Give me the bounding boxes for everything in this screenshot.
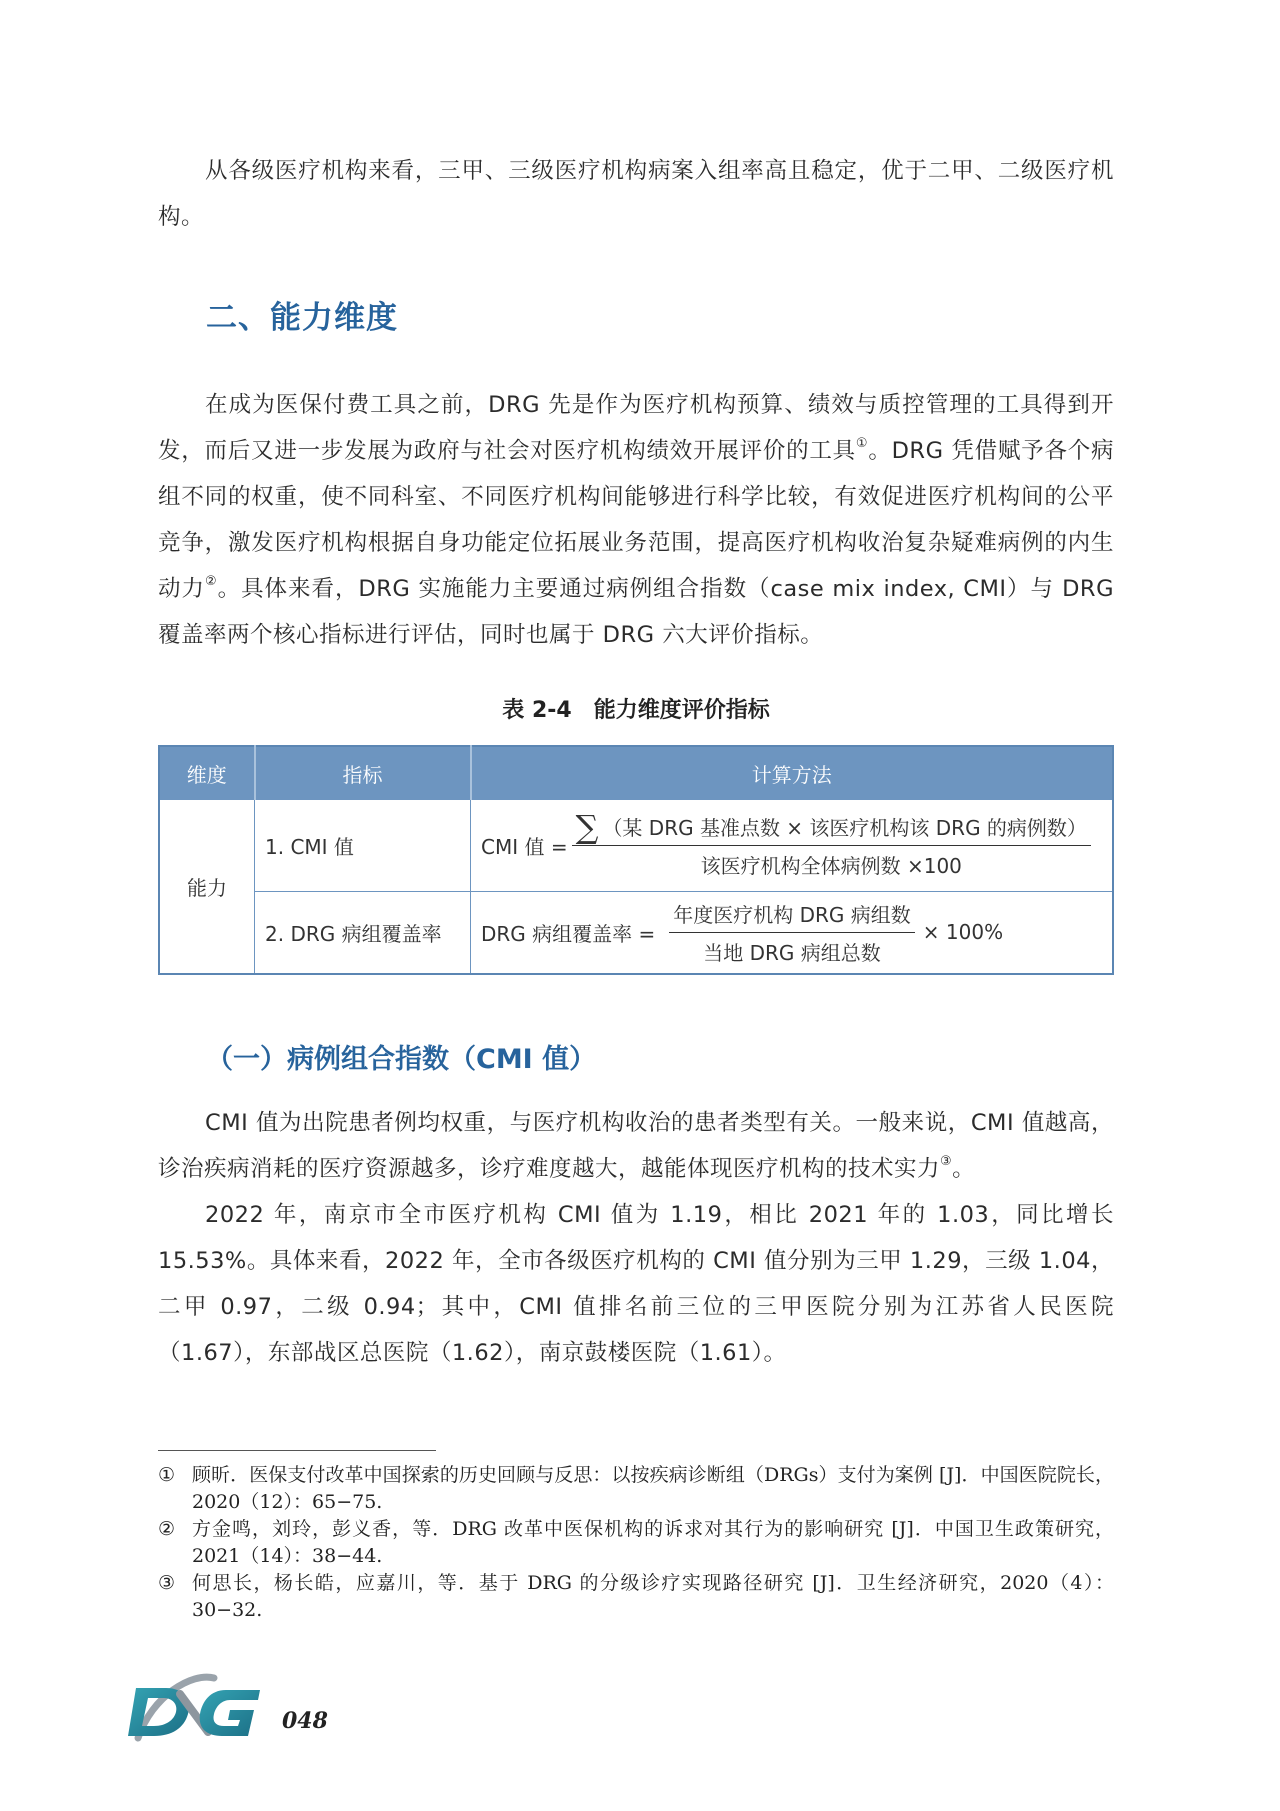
cmi-formula [481, 807, 1102, 879]
formula-fraction [669, 899, 915, 966]
cmi-paragraph [158, 1100, 1114, 1192]
page [158, 0, 1114, 1811]
formula-suffix: × 100% [922, 920, 1004, 945]
formula-numerator [572, 807, 1091, 846]
table-row [159, 892, 1113, 974]
section-title: 二、能力维度 [206, 300, 398, 336]
header-indicator: 指标 [255, 746, 471, 800]
footnote-divider [158, 1450, 436, 1451]
footnote-mark: ② [158, 1518, 176, 1540]
footnote-ref-2[interactable]: ② [204, 573, 218, 589]
formula-cell [471, 800, 1114, 892]
cmi-text-1: CMI 值为出院患者例均权重，与医疗机构收治的患者类型有关。一般来说，CMI 值越高，诊治疾病消耗的医疗资源越多，诊疗难度越大，越能体现医疗机构的技术实力 [158, 1110, 1114, 1182]
intro-paragraph: 从各级医疗机构来看，三甲、三级医疗机构病案入组率高且稳定，优于二甲、二级医疗机构。 [158, 158, 1114, 230]
ability-text-1: 在成为医保付费工具之前，DRG 先是作为医疗机构预算、绩效与质控管理的工具得到开发，而后又进一步发展为政府与社会对医疗机构绩效开展评价的工具 [158, 392, 1114, 464]
subsection-title: （一）病例组合指数（CMI 值） [206, 1044, 597, 1075]
coverage-formula [481, 899, 1102, 966]
footnote-mark: ③ [158, 1572, 176, 1594]
drg-logo-icon [122, 1666, 272, 1756]
formula-fraction [572, 807, 1091, 879]
formula-cell [471, 892, 1114, 974]
header-dimension: 维度 [159, 746, 255, 800]
dimension-cell: 能力 [159, 800, 255, 974]
footnote-mark: ① [158, 1464, 176, 1486]
footnote-ref-3[interactable]: ③ [940, 1153, 953, 1169]
indicator-cell: 1. CMI 值 [255, 800, 471, 892]
stats-2022-paragraph: 2022 年，南京市全市医疗机构 CMI 值为 1.19，相比 2021 年的 1.03，同比增长 15.53%。具体来看，2022 年，全市各级医疗机构的 CMI 值分别为三甲 1.29，三级 1.04，二甲 0.97，二级 0.94；其中，CMI 值排名前三位的三甲医院分别为江苏省人民医院（1.67），东部战区总医院（1.62），南京鼓楼医院（1.61）。 [158, 1202, 1114, 1366]
formula-numerator: 年度医疗机构 DRG 病组数 [669, 899, 915, 933]
page-number: 048 [282, 1708, 328, 1734]
ability-text-2: 。DRG 凭借赋予各个病组不同的权重，使不同科室、不同医疗机构间能够进行科学比较，有效促进医疗机构间的公平竞争，激发医疗机构根据自身功能定位拓展业务范围，提高医疗机构收治复杂疑难病例的内生动力 [158, 438, 1114, 602]
table-caption: 表 2-4 能力维度评价指标 [502, 698, 770, 723]
footnote-text: 方金鸣，刘玲，彭义香，等．DRG 改革中医保机构的诉求对其行为的影响研究 [J]．中国卫生政策研究，2021（14）：38−44. [192, 1518, 1114, 1567]
footnote-item [158, 1570, 1114, 1624]
ability-text-3: 。具体来看，DRG 实施能力主要通过病例组合指数（case mix index, CMI）与 DRG 覆盖率两个核心指标进行评估，同时也属于 DRG 六大评价指标。 [158, 576, 1114, 648]
footnote-text: 顾昕．医保支付改革中国探索的历史回顾与反思：以按疾病诊断组（DRGs）支付为案例 [J]．中国医院院长，2020（12）：65−75. [192, 1464, 1114, 1513]
formula-lhs: CMI 值 = [481, 835, 568, 859]
formula-denominator: 当地 DRG 病组总数 [703, 940, 881, 965]
footnotes [158, 1462, 1114, 1624]
table-row [159, 800, 1113, 892]
footnote-item [158, 1462, 1114, 1516]
header-method: 计算方法 [471, 746, 1114, 800]
indicator-table [158, 745, 1114, 975]
ability-paragraph [158, 382, 1114, 658]
formula-lhs: DRG 病组覆盖率 = [481, 921, 656, 946]
formula-denominator: 该医疗机构全体病例数 ×100 [700, 854, 962, 878]
footnote-item [158, 1516, 1114, 1570]
numerator-text: （某 DRG 基准点数 × 该医疗机构该 DRG 的病例数） [602, 816, 1087, 840]
footnote-text: 何思长，杨长皓，应嘉川，等．基于 DRG 的分级诊疗实现路径研究 [J]．卫生经济研究，2020（4）：30−32. [192, 1572, 1114, 1621]
indicator-cell: 2. DRG 病组覆盖率 [255, 892, 471, 974]
sigma-icon: ∑ [575, 807, 599, 846]
cmi-text-2: 。 [952, 1156, 976, 1182]
footnote-ref-1[interactable]: ① [855, 435, 869, 451]
